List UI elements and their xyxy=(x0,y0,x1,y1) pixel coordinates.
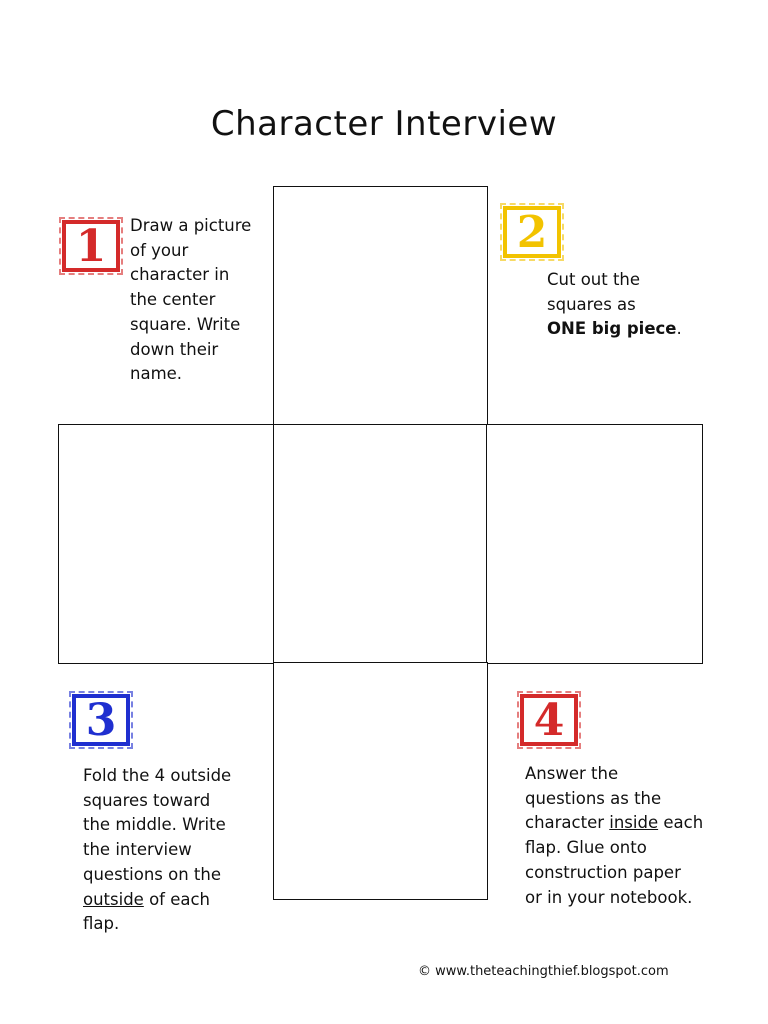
step-3-line: squares toward xyxy=(83,790,211,810)
step-4-line: construction paper xyxy=(525,862,681,882)
step-4-underline: inside xyxy=(609,813,659,833)
step-3-line: flap. xyxy=(83,914,120,934)
step-3-number: 3 xyxy=(85,694,117,746)
step-2-line: squares as xyxy=(547,294,636,314)
center-square xyxy=(273,424,488,664)
step-3-line xyxy=(83,888,231,913)
copyright-footer: © www.theteachingthief.blogspot.com xyxy=(418,964,669,979)
step-4-line xyxy=(525,811,703,836)
step-4-pre: character xyxy=(525,813,610,833)
right-square xyxy=(486,424,703,664)
step-4-badge xyxy=(520,694,578,746)
top-square xyxy=(273,186,488,426)
step-3-badge xyxy=(72,694,130,746)
step-4-line: or in your notebook. xyxy=(525,887,693,907)
step-1-line: name. xyxy=(130,364,183,384)
step-4-line: flap. Glue onto xyxy=(525,838,647,858)
step-3-line: Fold the 4 outside xyxy=(83,766,232,785)
step-4-line: Answer the xyxy=(525,764,619,783)
step-4-line: questions as the xyxy=(525,788,662,808)
step-3-line: questions on the xyxy=(83,864,222,884)
step-1-line: Draw a picture xyxy=(130,216,252,235)
step-1-line: down their xyxy=(130,339,219,359)
step-1-badge xyxy=(62,220,120,272)
step-2-line xyxy=(547,317,682,342)
step-3-after: of each xyxy=(143,889,211,909)
page-title: Character Interview xyxy=(210,104,558,144)
step-3-line: the interview xyxy=(83,840,192,860)
step-1-text xyxy=(130,214,251,387)
step-1-line: character in xyxy=(130,265,230,285)
step-4-post: each xyxy=(658,813,704,833)
step-4-text xyxy=(525,762,703,910)
step-3-underline: outside xyxy=(83,889,144,909)
step-1-line: of your xyxy=(130,240,189,260)
bottom-square xyxy=(273,662,488,900)
left-square xyxy=(58,424,275,664)
step-2-number: 2 xyxy=(516,206,548,258)
step-1-line: square. Write xyxy=(130,314,241,334)
step-2-line: Cut out the xyxy=(547,270,641,289)
step-1-line: the center xyxy=(130,290,216,310)
step-1-number: 1 xyxy=(75,220,107,272)
step-4-number: 4 xyxy=(533,694,565,746)
step-2-tail: . xyxy=(676,319,682,339)
step-2-text xyxy=(547,268,682,342)
step-3-line: the middle. Write xyxy=(83,815,226,835)
step-3-text xyxy=(83,764,231,937)
step-2-bold: ONE big piece xyxy=(547,319,677,339)
step-2-badge xyxy=(503,206,561,258)
